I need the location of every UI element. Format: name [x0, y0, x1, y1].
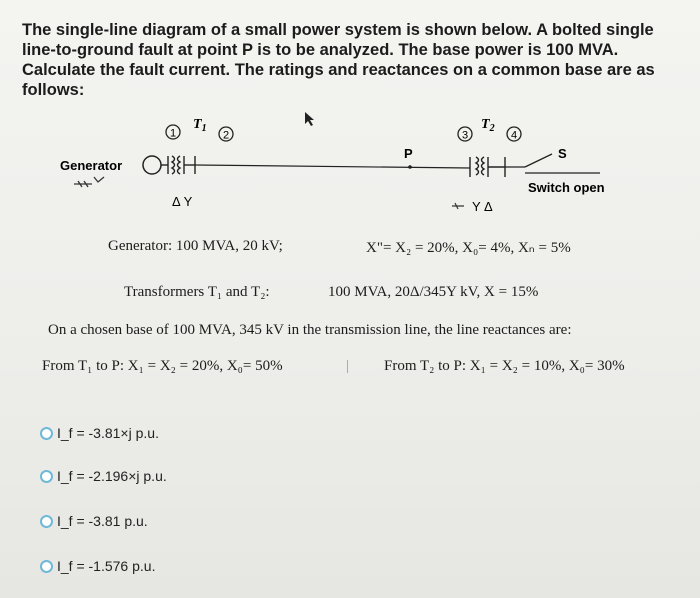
answer-option-label: I_f = -1.576 p.u. — [57, 558, 156, 574]
t2-connection-label: Y Δ — [472, 199, 493, 214]
bus-1-label: 1 — [169, 127, 177, 140]
switch-icon — [505, 154, 600, 173]
fault-point-label: P — [404, 146, 413, 161]
answer-option[interactable] — [40, 558, 155, 574]
generator-spec: Generator: 100 MVA, 20 kV; — [108, 238, 283, 254]
transformers-spec: Transformers T₁ and T₂: — [124, 284, 270, 300]
line-t1-reactances: From T₁ to P: X₁ = X₂ = 20%, X₀= 50% — [42, 358, 283, 374]
radio-button[interactable] — [40, 470, 53, 483]
answer-option[interactable] — [40, 468, 167, 484]
t1-label: $T_1$ — [193, 117, 207, 134]
bus-2-label: 2 — [222, 129, 230, 142]
answer-option-label: I_f = -3.81 p.u. — [57, 513, 148, 529]
answer-option-label: I_f = -2.196×j p.u. — [57, 468, 167, 484]
radio-button[interactable] — [40, 560, 53, 573]
answer-option-label: I_f = -3.81×j p.u. — [57, 425, 159, 441]
bus-3-label: 3 — [461, 129, 469, 142]
transmission-line — [195, 165, 470, 168]
t2-label: $T_2$ — [481, 117, 495, 134]
transformer-t2-icon — [470, 157, 505, 177]
generator-icon — [143, 156, 161, 174]
line-t2-reactances: From T₂ to P: X₁ = X₂ = 10%, X₀= 30% — [384, 358, 625, 374]
line-reactances-intro: On a chosen base of 100 MVA, 345 kV in the transmission line, the line reactances are: — [48, 322, 572, 338]
t2-ground-icon — [452, 203, 464, 209]
generator-label: Generator — [60, 158, 123, 173]
switch-open-label: Switch open — [528, 180, 605, 195]
transformer-t1-icon — [161, 156, 195, 174]
answer-option[interactable] — [40, 425, 159, 441]
answer-option[interactable] — [40, 513, 148, 529]
fault-point-marker — [408, 165, 412, 169]
switch-label: S — [558, 146, 567, 161]
question-text: The single-line diagram of a small power system is shown below. A bolted single line-to-ground fault at point P is to be analyzed. The base power is 100 MVA. Calculate the fault current. The ratings and reactances on a common base are as follows: — [22, 21, 655, 99]
bus-4-label: 4 — [510, 129, 518, 142]
generator-reactances: X"= X₂ = 20%, X₀= 4%, Xₙ = 5% — [366, 240, 571, 256]
t1-connection-label: Δ Y — [172, 194, 193, 209]
radio-button[interactable] — [40, 515, 53, 528]
mouse-cursor-icon — [305, 112, 314, 126]
single-line-diagram — [0, 110, 700, 230]
generator-ground-icon — [74, 177, 104, 187]
radio-button[interactable] — [40, 427, 53, 440]
line-separator: | — [346, 358, 350, 374]
transformers-rating: 100 MVA, 20Δ/345Y kV, X = 15% — [328, 284, 539, 300]
